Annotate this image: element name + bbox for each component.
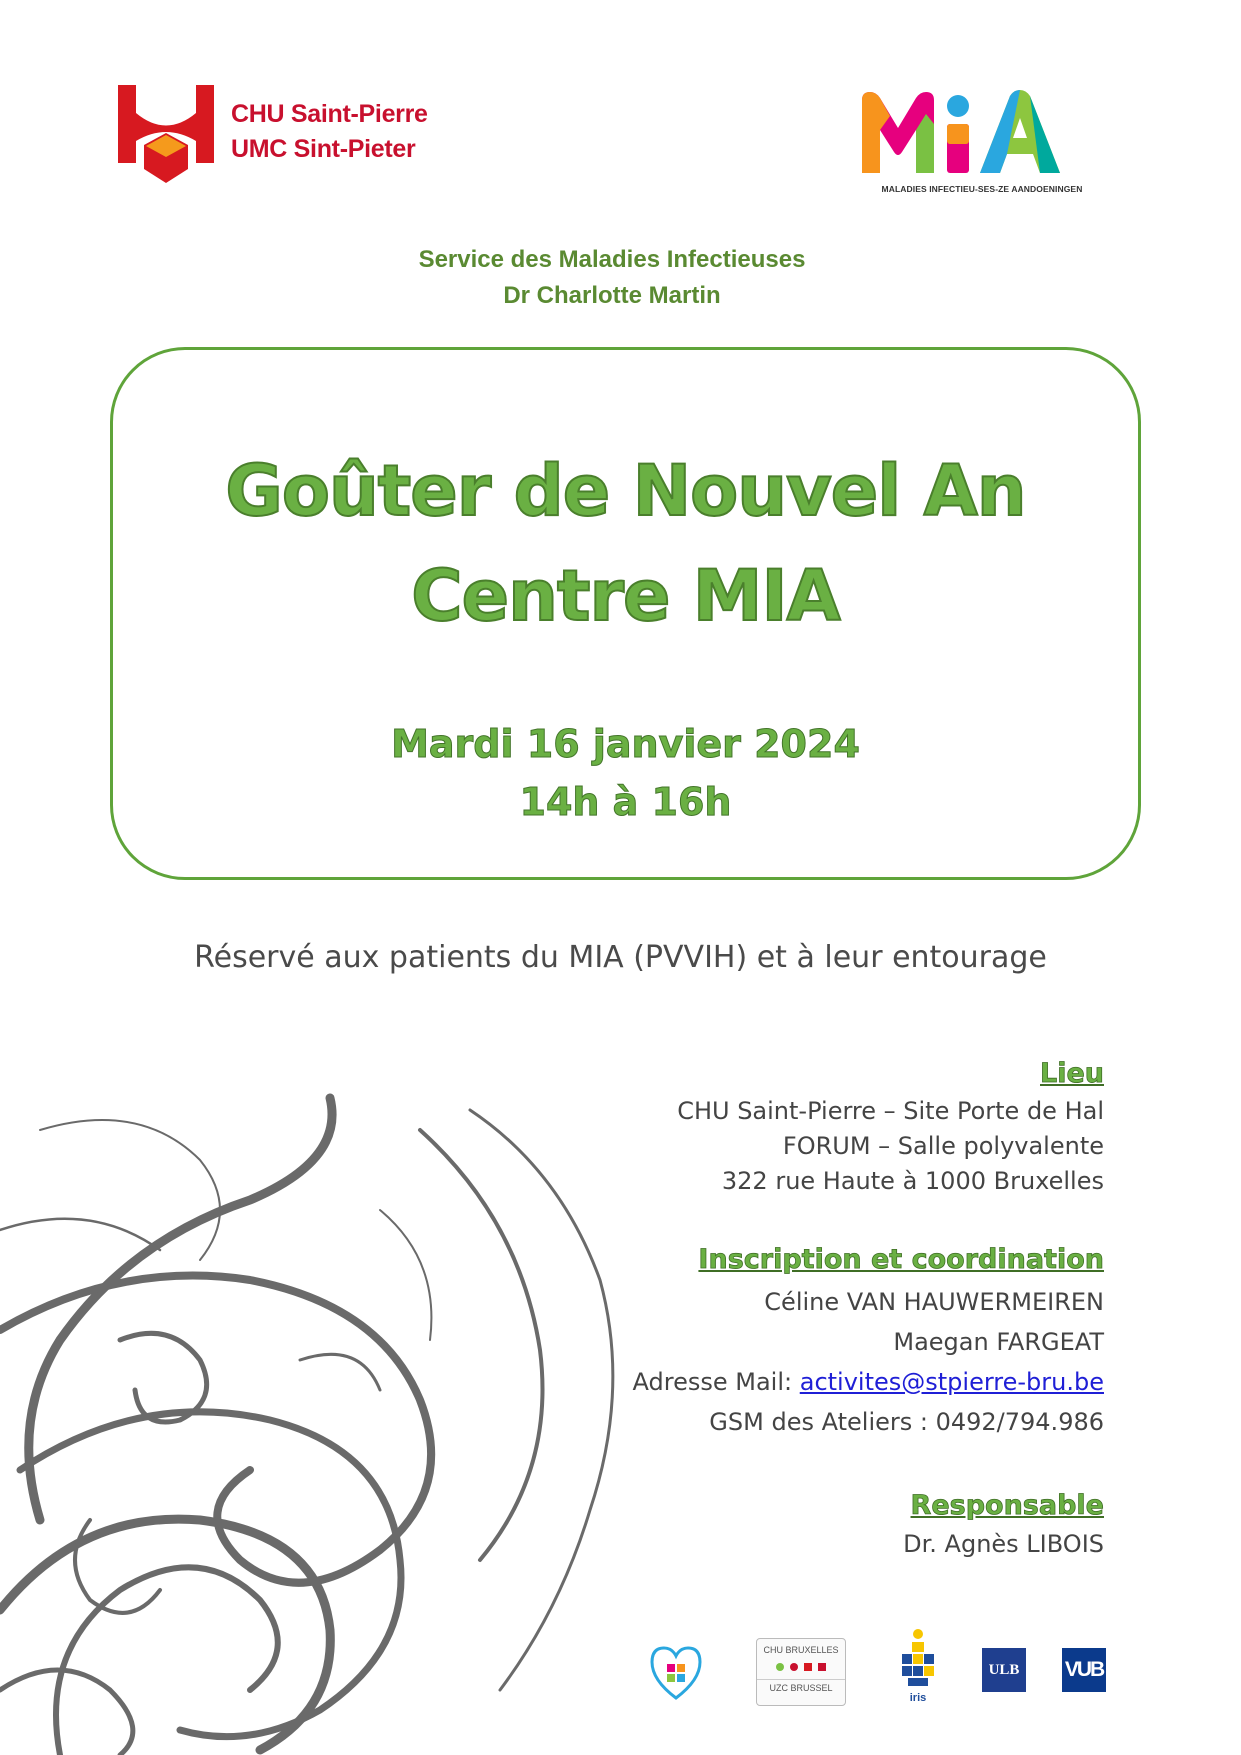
- mail-label: Adresse Mail:: [632, 1368, 800, 1396]
- event-title-line2: Centre MIA: [411, 555, 840, 637]
- event-title-line1: Goûter de Nouvel An: [225, 450, 1026, 532]
- inscription-heading: Inscription et coordination: [698, 1244, 1104, 1275]
- vub-logo: VUB: [1062, 1648, 1106, 1692]
- iris-logo: [900, 1628, 936, 1704]
- lieu-line2: FORUM – Salle polyvalente: [782, 1132, 1104, 1160]
- lieu-line1: CHU Saint-Pierre – Site Porte de Hal: [677, 1097, 1104, 1125]
- mia-logo: [860, 88, 1104, 198]
- chu-bruxelles-top-text: CHU BRUXELLES: [763, 1645, 839, 1655]
- responsable-heading: Responsable: [910, 1490, 1104, 1521]
- mia-tagline: MALADIES INFECTIEU-SES-ZE AANDOENINGEN: [881, 184, 1083, 194]
- event-date: Mardi 16 janvier 2024: [391, 722, 860, 766]
- audience-note: Réservé aux patients du MIA (PVVIH) et à leur entourage: [194, 940, 1047, 975]
- lieu-line3: 322 rue Haute à 1000 Bruxelles: [721, 1167, 1104, 1195]
- iris-text: iris: [909, 1692, 927, 1704]
- chu-bruxelles-logo: [756, 1638, 846, 1706]
- heart-logo-icon: [648, 1642, 704, 1702]
- ulb-logo: ULB: [982, 1648, 1026, 1692]
- swirl-ornament-icon: [0, 1090, 640, 1755]
- chu-logo-line2: UMC Sint-Pieter: [231, 135, 416, 163]
- chu-logo-line1: CHU Saint-Pierre: [231, 100, 428, 128]
- inscription-person2: Maegan FARGEAT: [893, 1328, 1104, 1356]
- mia-letters-icon: [860, 88, 1104, 180]
- inscription-mail-row: [633, 1368, 1104, 1396]
- iris-symbol-icon: [900, 1628, 936, 1688]
- responsable-name: Dr. Agnès LIBOIS: [903, 1530, 1104, 1558]
- doctor-name: Dr Charlotte Martin: [503, 282, 721, 309]
- chu-emblem-icon: [116, 83, 216, 188]
- inscription-gsm: GSM des Ateliers : 0492/794.986: [709, 1408, 1104, 1436]
- chu-bruxelles-bottom-text: UZC BRUSSEL: [757, 1679, 845, 1693]
- inscription-person1: Céline VAN HAUWERMEIREN: [764, 1288, 1104, 1316]
- mail-link[interactable]: activites@stpierre-bru.be: [799, 1368, 1104, 1396]
- event-box: [110, 347, 1141, 880]
- chu-saint-pierre-logo: [116, 83, 436, 188]
- lieu-heading: Lieu: [1040, 1058, 1104, 1089]
- event-time: 14h à 16h: [519, 780, 732, 824]
- service-title: Service des Maladies Infectieuses: [418, 246, 806, 273]
